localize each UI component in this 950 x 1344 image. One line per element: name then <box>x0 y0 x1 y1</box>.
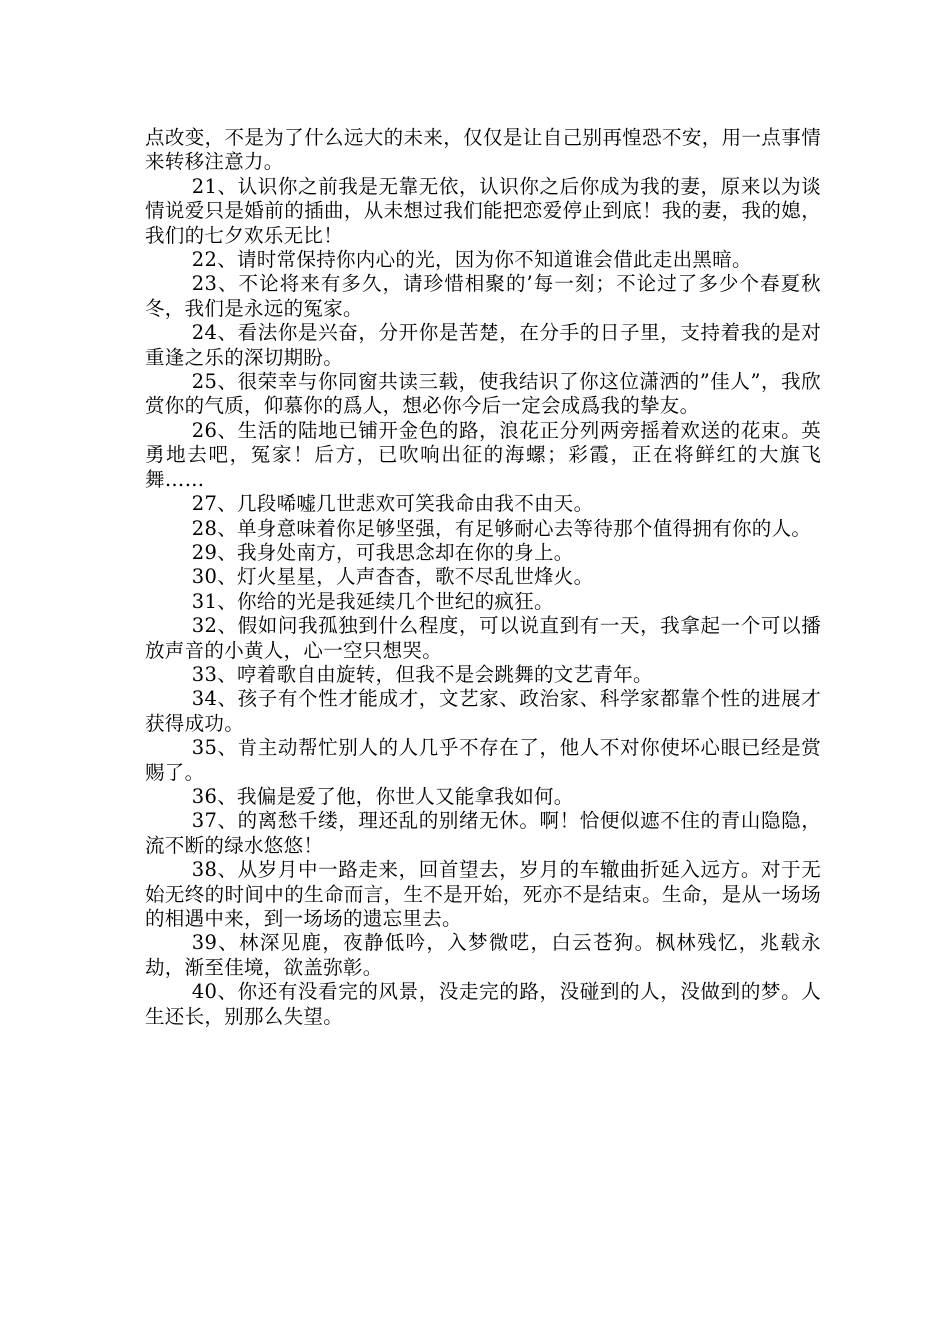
paragraph-24: 24、看法你是兴奋，分开你是苦楚，在分手的日子里，支持着我的是对重逢之乐的深切期盼。 <box>145 321 821 369</box>
paragraph-34: 34、孩子有个性才能成才，文艺家、政治家、科学家都靠个性的进展才获得成功。 <box>145 687 821 735</box>
paragraph-26: 26、生活的陆地已铺开金色的路，浪花正分列两旁摇着欢送的花束。英勇地去吧，冤家！后方，已吹响出征的海螺；彩霞，正在将鲜红的大旗飞舞…… <box>145 418 821 491</box>
paragraph-36: 36、我偏是爱了他，你世人又能拿我如何。 <box>191 784 574 808</box>
paragraph-40: 40、你还有没看完的风景，没走完的路，没碰到的人，没做到的梦。人生还长，别那么失望。 <box>145 980 821 1028</box>
paragraph-25: 25、很荣幸与你同窗共读三载，使我结识了你这位潇洒的”佳人”，我欣赏你的气质，仰慕你的爲人，想必你今后一定会成爲我的挚友。 <box>145 370 821 418</box>
paragraph-35: 35、肯主动帮忙别人的人几乎不存在了，他人不对你使坏心眼已经是赏赐了。 <box>145 736 821 784</box>
paragraph-29: 29、我身处南方，可我思念却在你的身上。 <box>191 540 574 564</box>
paragraph-22: 22、请时常保持你内心的光，因为你不知道谁会借此走出黑暗。 <box>191 248 752 272</box>
paragraph-21: 21、认识你之前我是无靠无依，认识你之后你成为我的妻，原来以为谈情说爱只是婚前的插曲，从未想过我们能把恋爱停止到底！我的妻，我的媳，我们的七夕欢乐无比！ <box>145 174 821 247</box>
paragraph-30: 30、灯火星星，人声杳杳，歌不尽乱世烽火。 <box>191 565 594 589</box>
paragraph-continuation: 点改变，不是为了什么远大的未来，仅仅是让自己别再惶恐不安，用一点事情来转移注意力。 <box>145 126 821 174</box>
paragraph-32: 32、假如问我孤独到什么程度，可以说直到有一天，我拿起一个可以播放声音的小黄人，心一空只想哭。 <box>145 614 821 662</box>
paragraph-27: 27、几段唏嘘几世悲欢可笑我命由我不由天。 <box>191 492 594 516</box>
paragraph-31: 31、你给的光是我延续几个世纪的疯狂。 <box>191 589 554 613</box>
paragraph-33: 33、哼着歌自由旋转，但我不是会跳舞的文艺青年。 <box>191 662 653 686</box>
paragraph-39: 39、林深见鹿，夜静低吟，入梦微呓，白云苍狗。枫林残忆，兆载永劫，渐至佳境，欲盖弥彰。 <box>145 931 821 979</box>
paragraph-37: 37、的离愁千缕，理还乱的别绪无休。啊！恰便似遮不住的青山隐隐，流不断的绿水悠悠！ <box>145 809 821 857</box>
paragraph-23: 23、不论将来有多久，请珍惜相聚的’每一刻；不论过了多少个春夏秋冬，我们是永远的冤家。 <box>145 272 821 320</box>
document-body <box>145 126 821 1029</box>
paragraph-38: 38、从岁月中一路走来，回首望去，岁月的车辙曲折延入远方。对于无始无终的时间中的生命而言，生不是开始，死亦不是结束。生命，是从一场场的相遇中来，到一场场的遗忘里去。 <box>145 858 821 930</box>
paragraph-28: 28、单身意味着你足够坚强，有足够耐心去等待那个值得拥有你的人。 <box>191 516 812 540</box>
